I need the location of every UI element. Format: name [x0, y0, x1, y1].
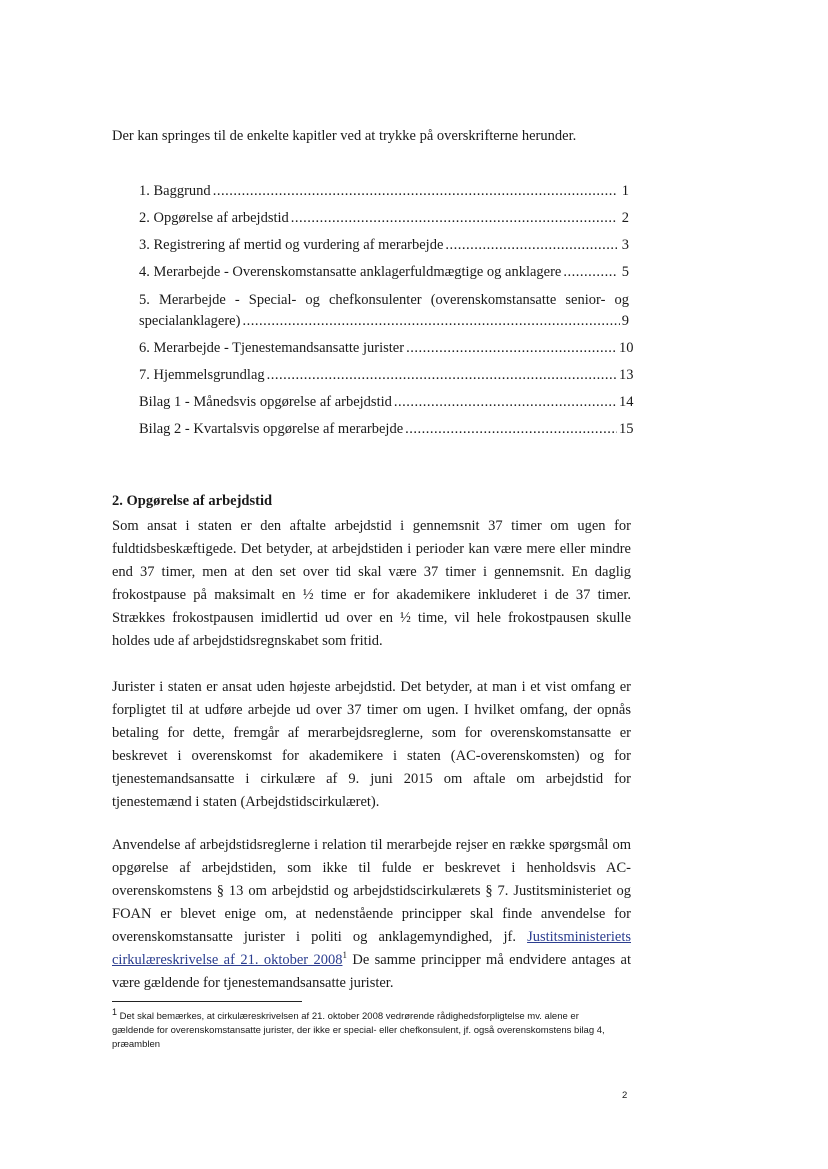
toc-page: 9 — [621, 313, 629, 329]
toc-page: 3 — [621, 237, 629, 253]
toc-leader — [406, 339, 617, 357]
toc-label: 3. Registrering af mertid og vurdering af merarbejde — [139, 237, 444, 253]
toc-entry-merarbejde-overenskomst[interactable] — [139, 263, 629, 281]
toc-leader — [291, 209, 617, 227]
page-number: 2 — [622, 1090, 628, 1101]
toc-label: 6. Merarbejde - Tjenestemandsansatte jurister — [139, 340, 405, 356]
toc-entry-bilag-2[interactable] — [139, 420, 634, 438]
toc-label-line1: 5. Merarbejde - Special- og chefkonsulenter (overenskomstansatte senior- og — [139, 292, 629, 308]
toc-label-line2: specialanklagere) — [139, 313, 241, 329]
toc-leader — [405, 420, 617, 438]
footnote-number: 1 — [112, 1006, 118, 1017]
toc-leader — [445, 236, 617, 254]
footnote-text: Det skal bemærkes, at cirkulæreskrivelsen af 21. oktober 2008 vedrørende rådighedsforpligtelse mv. alene er gældende for overenskomstansatte jurister, der ikke er special- eller chefkonsulent, jf. også overenskomstens bilag 4, præamblen — [112, 1011, 605, 1050]
toc-page: 2 — [621, 210, 629, 226]
toc-label: 2. Opgørelse af arbejdstid — [139, 210, 289, 226]
toc-entry-hjemmelsgrundlag[interactable] — [139, 366, 634, 384]
toc-entry-merarbejde-konsulenter[interactable] — [139, 290, 629, 332]
toc-entry-registrering[interactable] — [139, 236, 629, 254]
toc-leader — [267, 366, 617, 384]
toc-page: 13 — [619, 367, 634, 383]
toc-leader — [563, 263, 617, 281]
paragraph-3 — [112, 834, 631, 995]
toc-entry-tjenestemand[interactable] — [139, 339, 634, 357]
toc-label: Bilag 2 - Kvartalsvis opgørelse af merarbejde — [139, 421, 404, 437]
toc-page: 14 — [619, 394, 634, 410]
paragraph-2: Jurister i staten er ansat uden højeste arbejdstid. Det betyder, at man i et vist omfang er forpligtet til at udføre arbejde ud over 37 timer om ugen. I hvilket omfang, der opnås betaling for dette, fremgår af merarbejdsreglerne, som for overenskomstansatte er beskrevet i overenskomst for akademikere i staten (AC-overenskomsten) og for tjenestemandsansatte i cirkulære af 9. juni 2015 om aftale om arbejdstid for tjenestemænd i staten (Arbejdstidscirkulæret). — [112, 679, 631, 810]
footnote-marker: 1 — [342, 950, 347, 961]
toc-leader — [394, 393, 617, 411]
footnote — [112, 1006, 622, 1052]
toc-page: 5 — [621, 264, 629, 280]
toc-page: 15 — [619, 421, 634, 437]
intro-text: Der kan springes til de enkelte kapitler ved at trykke på overskrifterne herunder. — [112, 128, 577, 144]
toc-leader — [242, 311, 619, 332]
toc-label: 1. Baggrund — [139, 183, 211, 199]
footnote-divider — [112, 1001, 302, 1002]
toc-leader — [213, 182, 617, 200]
toc-entry-bilag-1[interactable] — [139, 393, 634, 411]
section-heading: 2. Opgørelse af arbejdstid — [112, 493, 273, 509]
toc-entry-opgorelse[interactable] — [139, 209, 629, 227]
toc-entry-baggrund[interactable] — [139, 182, 629, 200]
toc-label: 7. Hjemmelsgrundlag — [139, 367, 265, 383]
toc-page: 1 — [621, 183, 629, 199]
toc-label: Bilag 1 - Månedsvis opgørelse af arbejdstid — [139, 394, 392, 410]
paragraph-3-text: Anvendelse af arbejdstidsreglerne i relation til merarbejde rejser en række spørgsmål om opgørelse af arbejdstiden, som ikke til fulde er beskrevet i henholdsvis AC-overenskomstens § 13 om arbejdstid og arbejdstidscirkulærets § 7. Justitsministeriet og FOAN er blevet enige om, at nedenstående principper skal finde anvendelse for overenskomstansatte jurister i politi og anklagemyndighed, jf. — [112, 837, 631, 945]
toc-page: 10 — [619, 340, 634, 356]
paragraph-1: Som ansat i staten er den aftalte arbejdstid i gennemsnit 37 timer om ugen for fuldtidsbeskæftigede. Det betyder, at arbejdstiden i perioder kan være mere eller mindre end 37 timer, men at den set over tid skal være 37 timer i gennemsnit. En daglig frokostpause på maksimalt en ½ time er for akademikere inkluderet i de 37 timer. Strækkes frokostpausen imidlertid ud over en ½ time, vil hele frokostpausen skulle holdes ude af arbejdstidsregnskabet som fritid. — [112, 518, 631, 649]
table-of-contents — [139, 182, 634, 447]
toc-label: 4. Merarbejde - Overenskomstansatte anklagerfuldmægtige og anklagere — [139, 264, 562, 280]
circular-link[interactable]: Justitsministeriets cirkulæreskrivelse af 21. oktober 2008 — [112, 929, 631, 968]
paragraph-3-text-end: De samme principper må endvidere antages at være gældende for tjenestemandsansatte jurister. — [112, 952, 631, 991]
